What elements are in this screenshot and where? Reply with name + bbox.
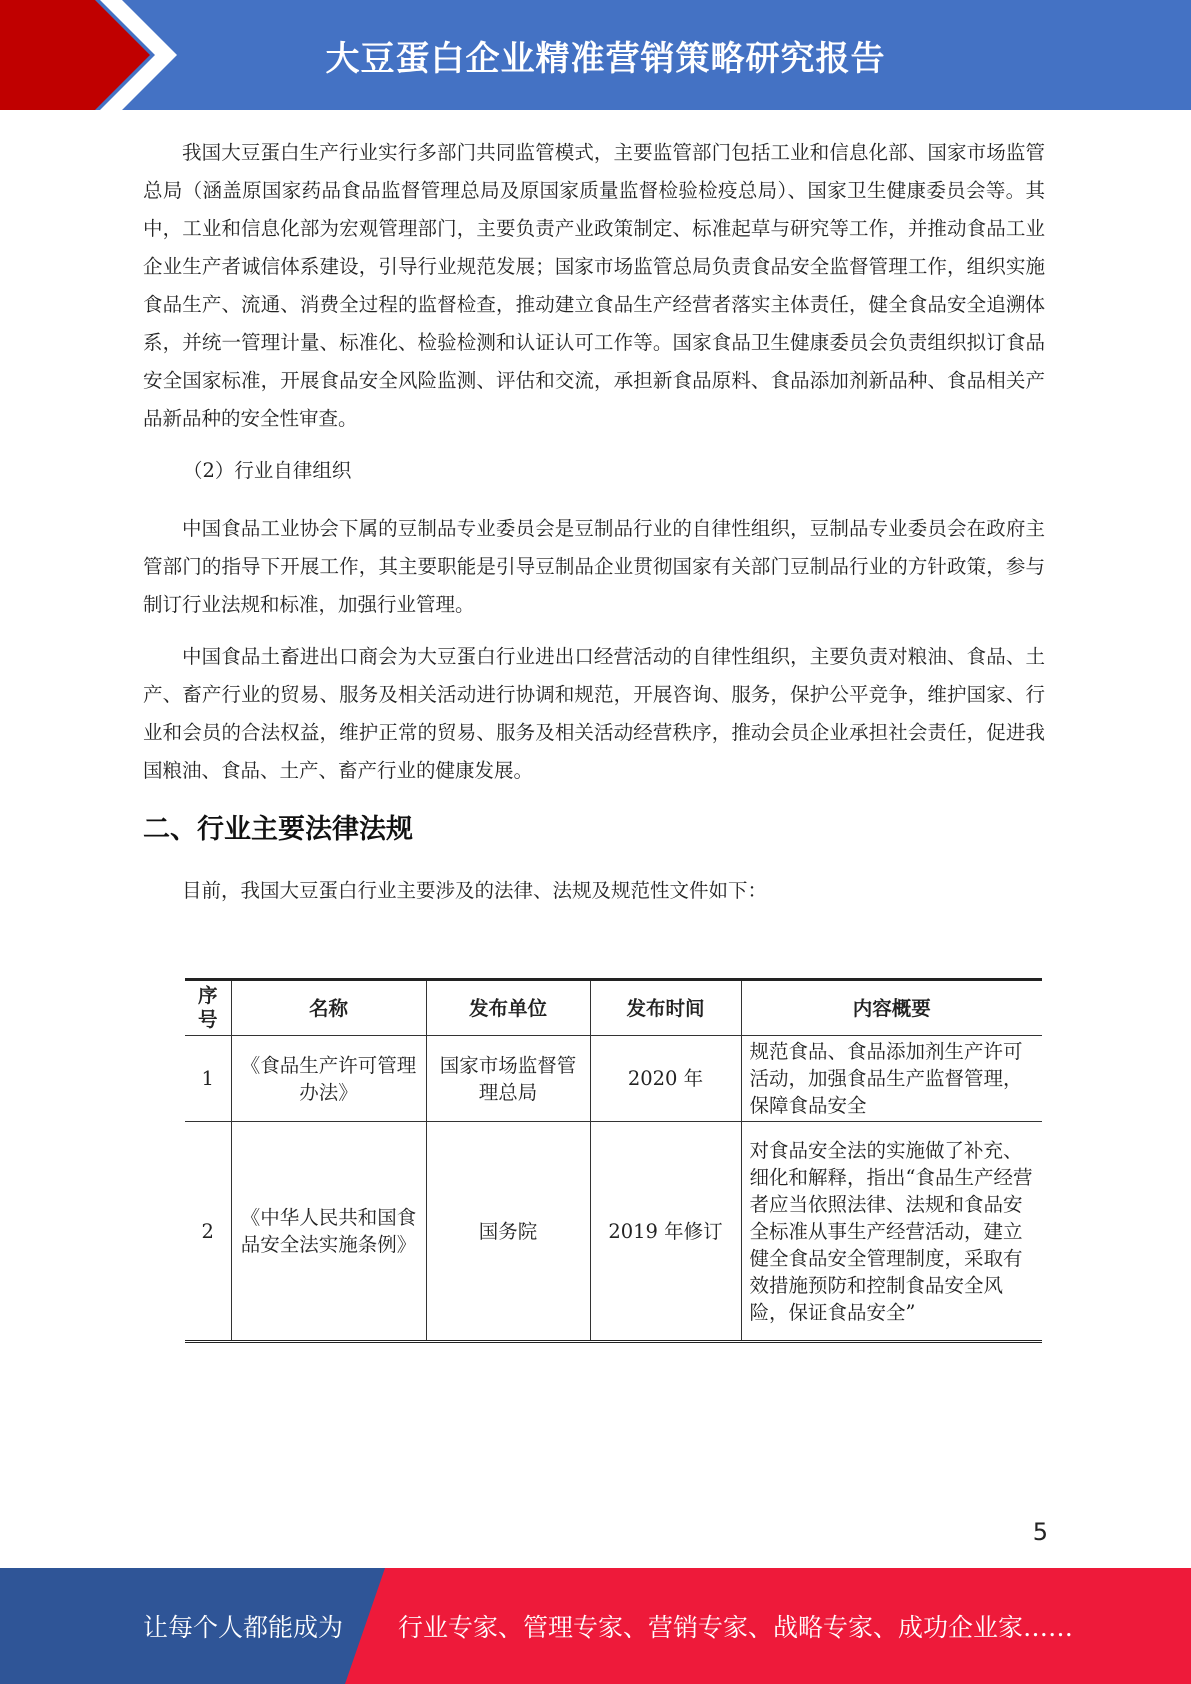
table-header-row xyxy=(185,980,1042,1036)
table-row xyxy=(185,1122,1042,1342)
cell-summary: 规范食品、食品添加剂生产许可活动，加强食品生产监督管理，保障食品安全 xyxy=(741,1036,1042,1122)
paragraph-soy-committee: 中国食品工业协会下属的豆制品专业委员会是豆制品行业的自律性组织，豆制品专业委员会在政府主管部门的指导下开展工作，其主要职能是引导豆制品企业贯彻国家有关部门豆制品行业的方针政策，参与制订行业法规和标准，加强行业管理。 xyxy=(143,517,1045,616)
cell-index: 2 xyxy=(185,1122,231,1342)
cell-name: 《中华人民共和国食品安全法实施条例》 xyxy=(231,1122,426,1342)
page-header xyxy=(0,0,1191,110)
paragraph-chamber-of-commerce: 中国食品土畜进出口商会为大豆蛋白行业进出口经营活动的自律性组织，主要负责对粮油、食品、土产、畜产行业的贸易、服务及相关活动进行协调和规范，开展咨询、服务，保护公平竞争，维护国家、行业和会员的合法权益，维护正常的贸易、服务及相关活动经营秩序，推动会员企业承担社会责任，促进我国粮油、食品、土产、畜产行业的健康发展。 xyxy=(143,645,1045,782)
page-number: 5 xyxy=(1032,1518,1048,1546)
page-footer xyxy=(0,1568,1191,1684)
regulations-table xyxy=(185,978,1042,1343)
cell-summary: 对食品安全法的实施做了补充、细化和解释，指出“食品生产经营者应当依照法律、法规和食品安全标准从事生产经营活动，建立健全食品安全管理制度，采取有效措施预防和控制食品安全风险，保证食品安全” xyxy=(741,1122,1042,1342)
header-publisher: 发布单位 xyxy=(426,980,590,1036)
paragraph-regulators: 我国大豆蛋白生产行业实行多部门共同监管模式，主要监管部门包括工业和信息化部、国家市场监管总局（涵盖原国家药品食品监督管理总局及原国家质量监督检验检疫总局）、国家卫生健康委员会等。其中，工业和信息化部为宏观管理部门，主要负责产业政策制定、标准起草与研究等工作，并推动食品工业企业生产者诚信体系建设，引导行业规范发展；国家市场监管总局负责食品安全监督管理工作，组织实施食品生产、流通、消费全过程的监督检查，推动建立食品生产经营者落实主体责任，健全食品安全追溯体系，并统一管理计量、标准化、检验检测和认证认可工作等。国家食品卫生健康委员会负责组织拟订食品安全国家标准，开展食品安全风险监测、评估和交流，承担新食品原料、食品添加剂新品种、食品相关产品新品种的安全性审查。 xyxy=(143,141,1045,430)
document-title: 大豆蛋白企业精准营销策略研究报告 xyxy=(325,38,886,79)
cell-name: 《食品生产许可管理办法》 xyxy=(231,1036,426,1122)
section-heading: 二、行业主要法律法规 xyxy=(143,814,413,845)
footer-slogan-left: 让每个人都能成为 xyxy=(143,1613,344,1642)
section-intro: 目前，我国大豆蛋白行业主要涉及的法律、法规及规范性文件如下： xyxy=(182,879,768,902)
cell-index: 1 xyxy=(185,1036,231,1122)
header-summary: 内容概要 xyxy=(741,980,1042,1036)
header-index: 序号 xyxy=(185,980,231,1036)
footer-slogan-right: 行业专家、管理专家、营销专家、战略专家、成功企业家…… xyxy=(398,1613,1074,1642)
main-content xyxy=(143,134,1045,924)
cell-date: 2020 年 xyxy=(590,1036,741,1122)
header-name: 名称 xyxy=(231,980,426,1036)
subheading-self-regulation: （2）行业自律组织 xyxy=(183,459,352,482)
cell-date: 2019 年修订 xyxy=(590,1122,741,1342)
table-row xyxy=(185,1036,1042,1122)
cell-publisher: 国务院 xyxy=(426,1122,590,1342)
header-date: 发布时间 xyxy=(590,980,741,1036)
cell-publisher: 国家市场监督管理总局 xyxy=(426,1036,590,1122)
